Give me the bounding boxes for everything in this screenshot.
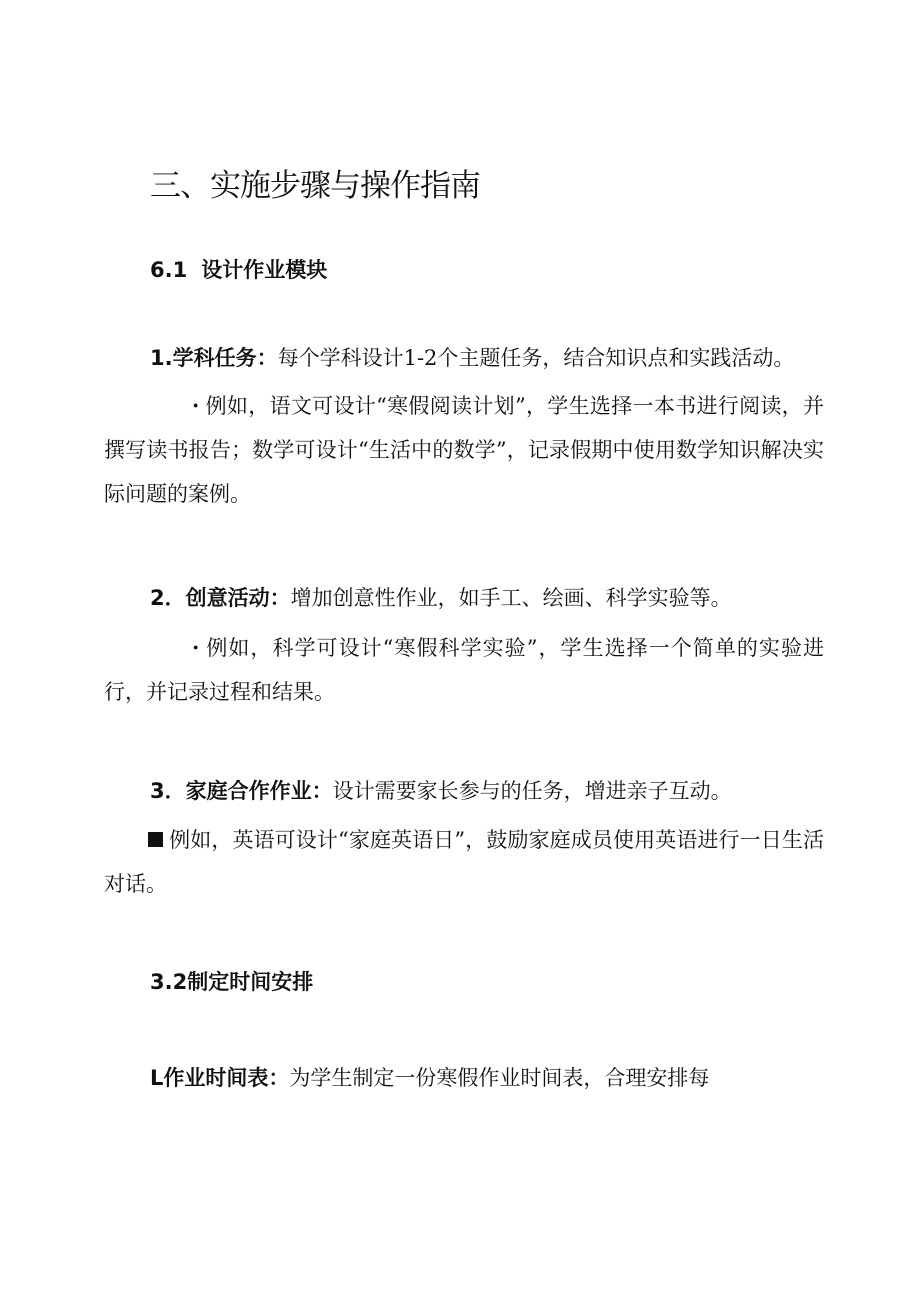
bullet-dot-icon: · bbox=[192, 635, 200, 660]
example-text: 例如，科学可设计“寒假科学实验”，学生选择一个简单的实验进行，并记录过程和结果。 bbox=[104, 636, 824, 704]
example-paragraph-creative bbox=[104, 626, 824, 714]
example-text: 例如，语文可设计“寒假阅读计划”，学生选择一本书进行阅读，并撰写读书报告；数学可设计“生活中的数学”，记录假期中使用数学知识解决实际问题的案例。 bbox=[104, 394, 824, 506]
item-text: 增加创意性作业，如手工、绘画、科学实验等。 bbox=[290, 586, 732, 610]
list-item-family-homework bbox=[150, 776, 732, 806]
subsection-heading-6-1 bbox=[150, 256, 327, 284]
list-item-creative-activities bbox=[150, 583, 732, 613]
list-item-homework-timetable bbox=[150, 1063, 709, 1093]
list-item-subject-tasks bbox=[150, 343, 794, 373]
bullet-dot-icon: · bbox=[192, 393, 200, 418]
example-text: 例如，英语可设计“家庭英语日”，鼓励家庭成员使用英语进行一日生活对话。 bbox=[104, 828, 824, 896]
subsection-heading-3-2: 3.2制定时间安排 bbox=[150, 970, 314, 994]
item-text: 每个学科设计1-2个主题任务，结合知识点和实践活动。 bbox=[277, 346, 795, 370]
item-text: 为学生制定一份寒假作业时间表，合理安排每 bbox=[289, 1066, 710, 1090]
square-bullet-icon bbox=[148, 832, 163, 847]
item-lead: 1.学科任务： bbox=[150, 346, 278, 370]
item-text: 设计需要家长参与的任务，增进亲子互动。 bbox=[332, 779, 732, 803]
item-lead: 2．创意活动： bbox=[150, 586, 291, 610]
item-lead: L作业时间表： bbox=[150, 1066, 290, 1090]
subsection-number: 6.1 bbox=[150, 258, 188, 282]
subsection-title: 设计作业模块 bbox=[201, 258, 328, 282]
item-lead: 3．家庭合作作业： bbox=[150, 779, 333, 803]
example-paragraph-family bbox=[104, 818, 824, 906]
example-paragraph-subject bbox=[104, 384, 824, 516]
section-title: 三、实施步骤与操作指南 bbox=[150, 168, 480, 204]
